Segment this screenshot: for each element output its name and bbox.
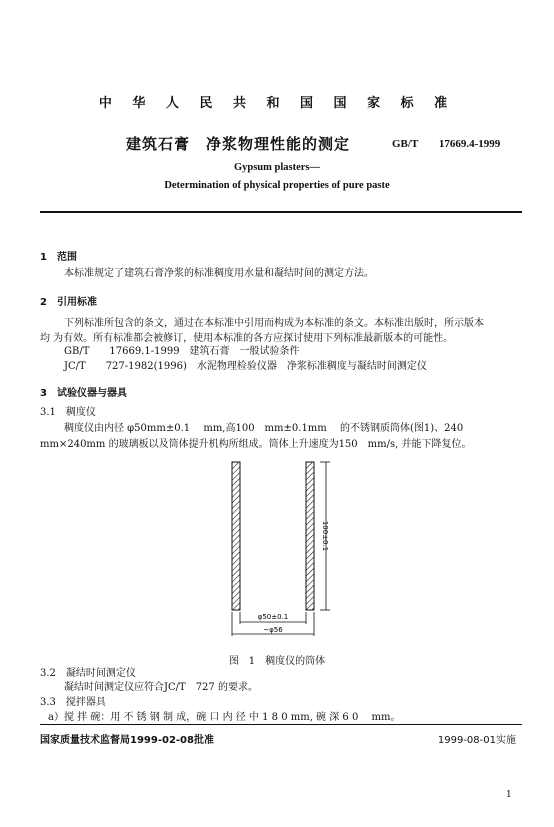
approval-issuer: 国家质量技术监督局1999-02-08批准 — [40, 735, 214, 746]
section-2-heading: 2 引用标准 — [40, 297, 97, 308]
cylinder-figure — [222, 456, 332, 642]
inner-dimension-label: φ50±0.1 — [257, 613, 289, 621]
section-3-1-text-2: mm×240mm 的玻璃板以及筒体提升机构所组成。筒体上升速度为150 mm/s, 并能下降复位。 — [40, 439, 472, 450]
section-3-1-text-1: 稠度仪由内径 φ50mm±0.1 mm,高100 mm±0.1mm 的不锈钢质筒体(图1)、240 — [64, 423, 464, 434]
section-1-text: 本标准规定了建筑石膏净浆的标准稠度用水量和凝结时间的测定方法。 — [64, 268, 374, 279]
standard-code: GB/T 17669.4-1999 — [392, 138, 501, 150]
section-2-text-2: 均 为有效。所有标准都会被修订，使用本标准的各方应探讨使用下列标准最新版本的可能性。 — [40, 333, 454, 344]
cylinder-right-wall — [306, 462, 314, 610]
outer-dimension-label: ~φ56 — [263, 626, 283, 634]
cylinder-left-wall — [232, 462, 240, 610]
standard-org: 中 华 人 民 共 和 国 国 家 标 准 — [98, 96, 456, 111]
section-3-2-heading: 3.2 凝结时间测定仪 — [40, 668, 136, 679]
reference-1: GB/T 17669.1-1999 建筑石膏 一般试验条件 — [64, 346, 300, 357]
section-3-3-text: a）搅 拌 碗：用 不 锈 钢 制 成，碗 口 内 径 中 1 8 0 mm, 碗 深 6 0 mm。 — [48, 712, 401, 723]
reference-2: JC/T 727-1982(1996) 水泥物理检验仪器 净浆标准稠度与凝结时间测定仪 — [64, 361, 427, 372]
effective-date: 1999-08-01实施 — [437, 735, 516, 746]
section-3-3-heading: 3.3 搅拌器具 — [40, 697, 106, 708]
figure-caption: 图 1 稠度仪的筒体 — [228, 656, 326, 667]
height-dimension-label: 100±0.1 — [321, 520, 329, 552]
title-english-1: Gypsum plasters— — [233, 162, 321, 173]
page-number: 1 — [506, 790, 512, 800]
header-rule — [40, 211, 522, 213]
section-1-heading: 1 范围 — [40, 252, 77, 263]
title-chinese: 建筑石膏 净浆物理性能的测定 — [126, 135, 351, 153]
section-3-heading: 3 试验仪器与器具 — [40, 388, 127, 399]
section-3-2-text: 凝结时间测定仪应符合JC/T 727 的要求。 — [64, 682, 258, 693]
title-english-2: Determination of physical properties of pure paste — [164, 180, 390, 191]
section-3-1-heading: 3.1 稠度仪 — [40, 407, 96, 418]
footer-rule — [40, 724, 522, 725]
section-2-text-1: 下列标准所包含的条文，通过在本标准中引用而构成为本标准的条文。本标准出版时，所示版本 — [64, 318, 484, 329]
